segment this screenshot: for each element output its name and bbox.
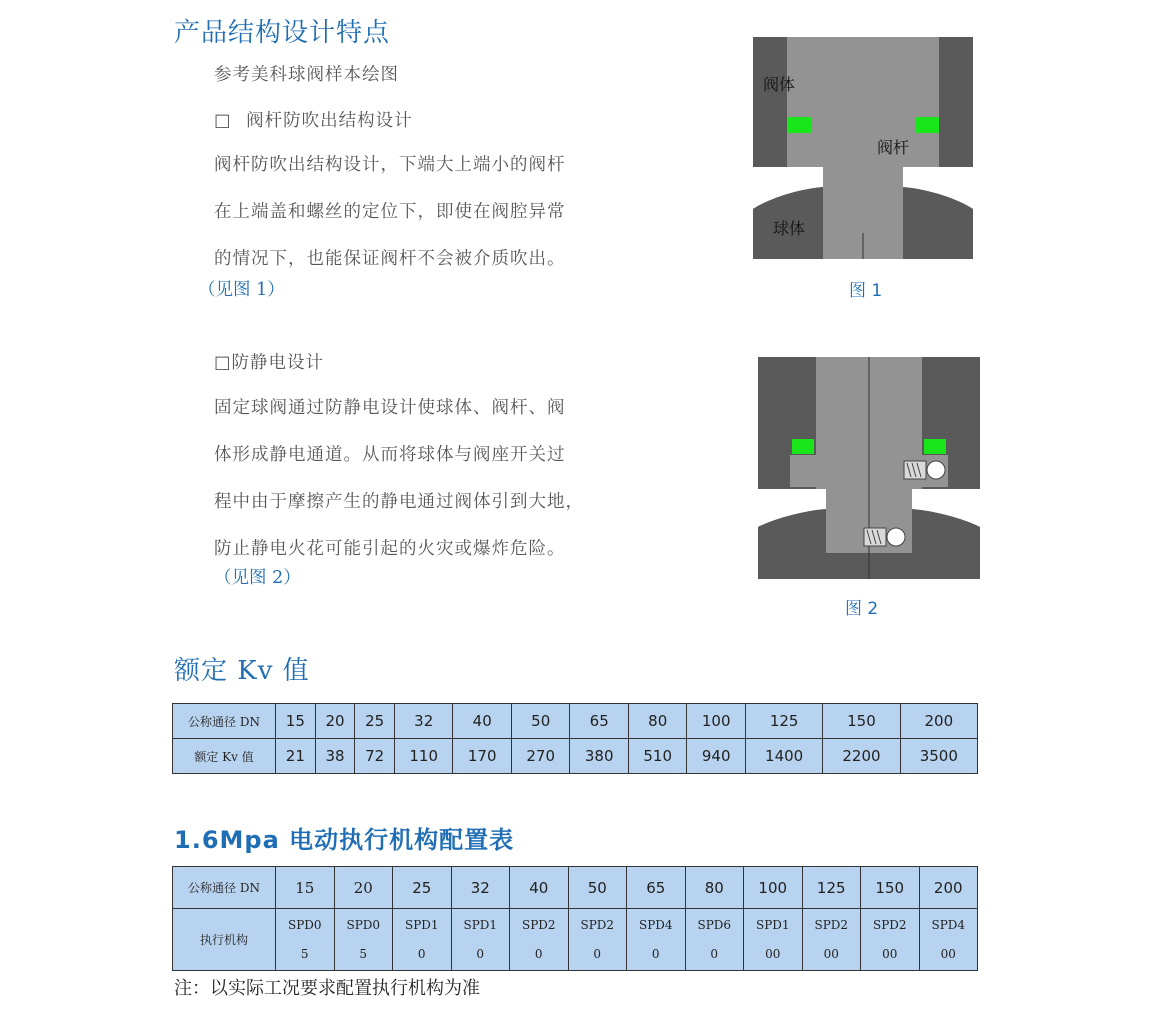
see-figure2: （见图 2） [214, 568, 301, 588]
table-cell: 170 [453, 739, 512, 774]
figure2-caption: 图 2 [845, 599, 879, 619]
row-label: 公称通径 DN [173, 704, 276, 739]
kv-table [172, 703, 978, 774]
table-cell: 80 [628, 704, 687, 739]
feature1-line-2: 在上端盖和螺丝的定位下，即使在阀腔异常 [214, 202, 566, 222]
table-row [173, 704, 978, 739]
row-label: 公称通径 DN [173, 867, 276, 909]
seal-right [924, 439, 946, 454]
table-cell: 20 [315, 704, 355, 739]
feature2-line-4: 防止静电火花可能引起的火灾或爆炸危险。 [214, 539, 566, 559]
table-cell [451, 909, 510, 971]
table-cell: 150 [861, 867, 920, 909]
feature2-line-2: 体形成静电通道。从而将球体与阀座开关过 [214, 445, 566, 465]
table-cell: 110 [394, 739, 453, 774]
cell-line: SPD2 [872, 917, 907, 932]
table-cell [393, 909, 452, 971]
cell-line: SPD4 [931, 917, 966, 932]
table-cell: 15 [276, 704, 316, 739]
seal-left [787, 117, 811, 133]
cell-line: 0 [710, 946, 719, 961]
table-cell: 100 [744, 867, 803, 909]
table-cell: 72 [355, 739, 395, 774]
see-figure1: （见图 1） [198, 280, 285, 300]
cell-line: SPD6 [697, 917, 732, 932]
feature1-line-1: 阀杆防吹出结构设计，下端大上端小的阀杆 [214, 155, 566, 175]
table-cell: 20 [334, 867, 393, 909]
table-cell [276, 909, 335, 971]
cell-line: SPD1 [463, 917, 498, 932]
table-cell: 65 [570, 704, 629, 739]
cell-line: SPD2 [580, 917, 615, 932]
section-title-structure: 产品结构设计特点 [174, 18, 391, 48]
table-cell: 100 [687, 704, 746, 739]
cell-line: 0 [476, 946, 485, 961]
table-cell [919, 909, 978, 971]
table-cell: 80 [685, 867, 744, 909]
table-row [173, 909, 978, 971]
table-cell: 65 [627, 867, 686, 909]
figure2-diagram [758, 357, 980, 579]
table-cell [802, 909, 861, 971]
table-cell: 3500 [900, 739, 977, 774]
footnote: 注：以实际工况要求配置执行机构为准 [174, 978, 480, 999]
feature2-line-3: 程中由于摩擦产生的静电通过阀体引到大地， [214, 492, 584, 512]
table-cell: 50 [511, 704, 570, 739]
table-cell [568, 909, 627, 971]
label-valve-body: 阀体 [763, 75, 796, 94]
cell-line: 5 [359, 946, 368, 961]
seal-left [792, 439, 814, 454]
checkbox-icon: □ [214, 111, 232, 131]
actuator-table [172, 866, 978, 971]
cell-line: 00 [940, 946, 956, 961]
table-cell: 380 [570, 739, 629, 774]
feature1-heading [214, 98, 413, 145]
feature2-heading: □防静电设计 [214, 353, 325, 373]
cell-line: 0 [651, 946, 660, 961]
table-cell [334, 909, 393, 971]
feature1-heading-text: 阀杆防吹出结构设计 [246, 111, 413, 131]
section-title-actuator: 1.6Mpa 电动执行机构配置表 [174, 826, 515, 854]
table-row [173, 867, 978, 909]
table-cell: 200 [900, 704, 977, 739]
table-cell: 510 [628, 739, 687, 774]
table-cell: 32 [394, 704, 453, 739]
table-cell [510, 909, 569, 971]
cell-line: 0 [417, 946, 426, 961]
table-cell: 200 [919, 867, 978, 909]
cell-line: SPD0 [287, 917, 322, 932]
spring-upper [904, 461, 945, 479]
table-cell: 25 [393, 867, 452, 909]
cell-line: 00 [765, 946, 781, 961]
table-cell [744, 909, 803, 971]
cell-line: SPD4 [638, 917, 673, 932]
table-cell [627, 909, 686, 971]
table-cell: 40 [453, 704, 512, 739]
cell-line: SPD1 [404, 917, 439, 932]
section-title-kv: 额定 Kv 值 [174, 656, 310, 686]
feature2-line-1: 固定球阀通过防静电设计使球体、阀杆、阀 [214, 398, 566, 418]
table-cell: 25 [355, 704, 395, 739]
label-ball: 球体 [773, 219, 806, 238]
cell-line: 0 [534, 946, 543, 961]
feature2-body [214, 385, 584, 573]
seal-right [915, 117, 939, 133]
table-cell: 32 [451, 867, 510, 909]
row-label: 额定 Kv 值 [173, 739, 276, 774]
table-cell: 940 [687, 739, 746, 774]
cell-line: 00 [882, 946, 898, 961]
table-cell [685, 909, 744, 971]
table-cell: 40 [510, 867, 569, 909]
feature1-body [214, 142, 566, 283]
table-cell: 21 [276, 739, 316, 774]
label-valve-stem: 阀杆 [877, 138, 910, 157]
cell-line: 0 [593, 946, 602, 961]
table-cell: 50 [568, 867, 627, 909]
table-cell: 125 [802, 867, 861, 909]
reference-note: 参考美科球阀样本绘图 [214, 65, 399, 85]
cell-line: SPD2 [521, 917, 556, 932]
table-cell: 38 [315, 739, 355, 774]
table-cell: 1400 [745, 739, 822, 774]
table-cell: 150 [823, 704, 900, 739]
table-cell [861, 909, 920, 971]
spring-lower [864, 528, 905, 546]
table-cell: 15 [276, 867, 335, 909]
table-row [173, 739, 978, 774]
feature1-line-3: 的情况下，也能保证阀杆不会被介质吹出。 [214, 249, 566, 269]
cell-line: 5 [300, 946, 309, 961]
cell-line: SPD2 [814, 917, 849, 932]
figure1-caption: 图 1 [849, 281, 883, 301]
table-cell: 125 [745, 704, 822, 739]
cell-line: 00 [823, 946, 839, 961]
cell-line: SPD1 [755, 917, 790, 932]
table-cell: 270 [511, 739, 570, 774]
table-cell: 2200 [823, 739, 900, 774]
figure1-diagram [753, 37, 973, 259]
row-label: 执行机构 [173, 909, 276, 971]
cell-line: SPD0 [346, 917, 381, 932]
